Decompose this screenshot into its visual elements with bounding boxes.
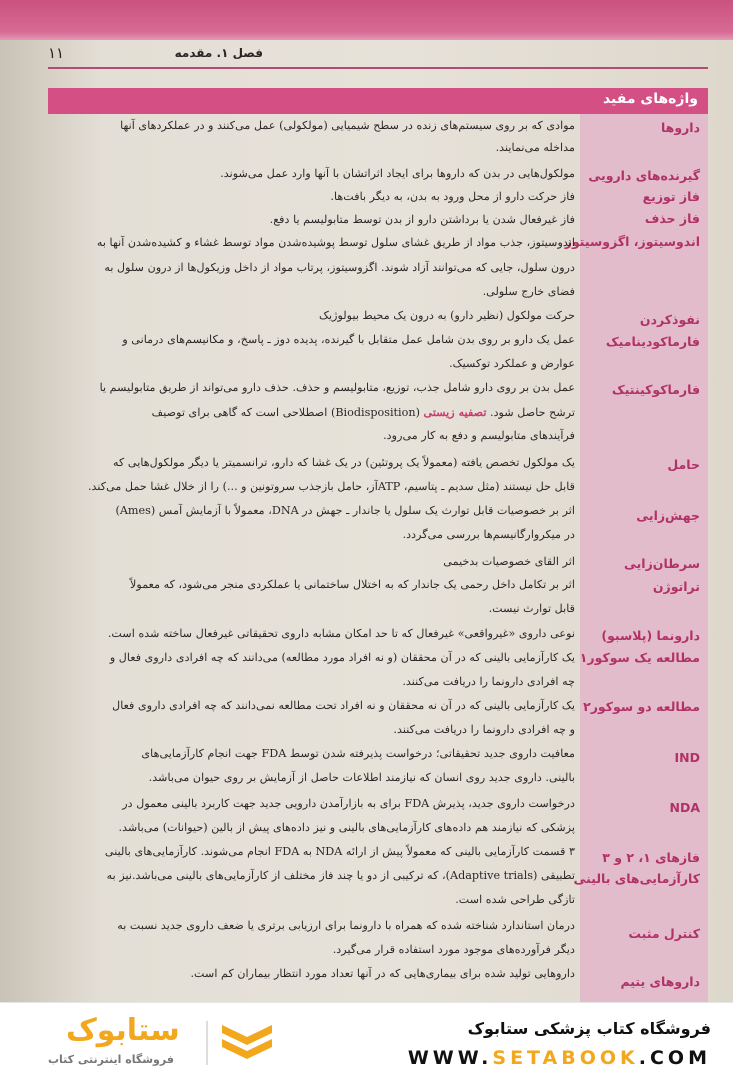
term-clinical-trials: کارآزمایی‌های بالینی: [573, 871, 700, 886]
definition-line: تازگی طراحی شده است.: [455, 893, 575, 906]
terms-column: [564, 114, 708, 1002]
definition-line: تطبیقی (Adaptive trials)، که ترکیبی از دو یا چند فاز مختلف از کارآزمایی‌های بالینی می‌باشد.نیز به: [106, 869, 575, 882]
definition-line: فرآیندهای متابولیسم و دفع به کار می‌رود.: [383, 429, 575, 442]
term-teratogenic: تراتوژن: [652, 579, 700, 594]
definition-line: پزشکی که نیازمند هم داده‌های کارآزمایی‌های بالینی و نیز داده‌های پیش از بالین (حیوانات) می‌باشد.: [118, 821, 575, 834]
highlighted-term: تصفیه زیستی: [423, 405, 487, 419]
book-chevron-icon: [218, 1019, 276, 1067]
term-distribution-phase: فاز توزیع: [642, 189, 700, 204]
term-positive-control: کنترل مثبت: [628, 926, 700, 941]
term-mutagenic: جهش‌زایی: [636, 508, 700, 523]
definition-line: درخواست داروی جدید، پذیرش FDA برای به بازارآمدن دارویی جدید جهت کاربرد بالینی معمول در: [122, 797, 575, 810]
definition-line: درمان استاندارد شناخته شده که همراه با دارونما برای ارزیابی برتری یا ضعف داروی جدید نسبت به: [117, 919, 575, 932]
header-rule: [48, 67, 708, 69]
store-logo[interactable]: [28, 1013, 288, 1073]
url-brand: SETABOOK: [492, 1047, 639, 1069]
definition-line: فضای خارج سلولی.: [482, 285, 575, 298]
definition-line: ۳ قسمت کارآزمایی بالینی که معمولاً پیش از ارائه NDA به FDA انجام می‌شوند. کارآزمایی‌های بالینی: [104, 845, 575, 858]
chapter-title: فصل ۱. مقدمه: [174, 46, 263, 60]
definition-line: در میکروارگانیسم‌ها بررسی می‌گردد.: [402, 528, 575, 541]
definition-line: مولکول‌هایی در بدن که داروها برای ایجاد اثراتشان با آنها وارد عمل می‌شوند.: [220, 167, 575, 180]
definition-line: درون سلول، جایی که می‌توانند آزاد شوند. اگزوسیتوز، پرتاب مواد از داخل وزیکول‌ها از درون سلول به: [104, 261, 575, 274]
url-suffix: .COM: [638, 1047, 711, 1069]
definition-line: قابل حل نیستند (مثل سدیم ـ پتاسیم، ATPآز، حامل بازجذب سروتونین و ...) را از خلال غشا حمل می‌کند.: [87, 480, 575, 493]
definition-line: فاز حرکت دارو از محل ورود به بدن، به دیگر بافت‌ها.: [330, 190, 575, 203]
term-endocytosis: اندوسیتوز، اگزوسیتوز: [564, 234, 700, 249]
term-single-blind: مطالعه یک سوکور۱: [579, 650, 700, 665]
definition-line: بالینی. داروی جدید روی انسان که نیازمند اطلاعات حاصل از آزمایش بر روی حیوان می‌باشد.: [148, 771, 575, 784]
term-elimination-phase: فاز حذف: [644, 211, 700, 226]
definition-line: عمل یک دارو بر روی بدن شامل عمل متقابل با گیرنده، پدیده دوز ـ پاسخ، و مکانیسم‌های درمانی و: [122, 333, 575, 346]
term-pharmacodynamics: فارماکودینامیک: [605, 334, 700, 349]
definition-line: اندوسیتوز، جذب مواد از طریق غشای سلول توسط پوشیده‌شدن مواد توسط غشاء و کشیده‌شدن آنها به: [96, 236, 575, 249]
store-url[interactable]: [408, 1047, 711, 1069]
definition-text: ترشح حاصل شود.: [490, 406, 575, 419]
definition-line: دیگر فرآورده‌های موجود مورد استفاده قرار می‌گیرد.: [332, 943, 575, 956]
definition-line: چه افرادی دارونما را دریافت می‌کنند.: [402, 675, 575, 688]
term-double-blind: مطالعه دو سوکور۲: [583, 699, 700, 714]
definition-line: حرکت مولکول (نظیر دارو) به درون یک محیط بیولوژیک: [318, 309, 575, 322]
section-title-bar: [48, 88, 708, 114]
definition-text: (Biodisposition) اصطلاحی است که گاهی برای توصیف: [151, 406, 420, 419]
term-permeation: نفوذکردن: [639, 312, 700, 327]
definition-line: اثر بر تکامل داخل رحمی یک جاندار که به اختلال ساختمانی یا عملکردی منجر می‌شود، که معمولاً: [130, 578, 575, 591]
definition-line: نوعی داروی «غیرواقعی» غیرفعال که تا حد امکان مشابه داروی تحقیقاتی غیرفعال ساخته شده است.: [107, 627, 575, 640]
definition-line: عوارض و عملکرد توکسیک.: [449, 357, 575, 370]
definition-line: یک کارآزمایی بالینی که در آن نه محققان و نه افراد تحت مطالعه نمی‌دانند که چه افرادی داروی فعال: [112, 699, 575, 712]
term-carrier: حامل: [667, 457, 700, 472]
definition-line: اثر القای خصوصیات بدخیمی: [443, 555, 575, 568]
page-header: [0, 42, 733, 66]
term-ind: IND: [674, 750, 700, 765]
definition-line: فاز غیرفعال شدن یا برداشتن دارو از بدن توسط متابولیسم یا دفع.: [269, 213, 575, 226]
definition-line: یک کارآزمایی بالینی که در آن محققان (و نه افراد مورد مطالعه) می‌دانند که چه افرادی داروی فعال و: [109, 651, 575, 664]
definition-line-highlight: [45, 404, 575, 421]
definitions-column: [45, 114, 575, 1002]
term-phases: فازهای ۱، ۲ و ۳: [602, 850, 700, 865]
section-title: واژه‌های مفید: [602, 91, 698, 107]
term-carcinogenic: سرطان‌زایی: [623, 556, 700, 571]
page-top-band: [0, 0, 733, 40]
store-footer: [0, 1002, 733, 1080]
term-receptors: گیرنده‌های دارویی: [588, 168, 700, 183]
definition-line: معافیت داروی جدید تحقیقاتی؛ درخواست پذیرفته شدن توسط FDA جهت انجام کارآزمایی‌های: [141, 747, 575, 760]
definition-line: یک مولکول تخصص یافته (معمولاً یک پروتئین) در یک غشا که دارو، ترانسمیتر یا دیگر مولکول‌هایی که: [113, 456, 575, 469]
definition-line: داروهایی تولید شده برای بیماری‌هایی که در آنها تعداد مورد انتظار بیماران کم است.: [190, 967, 575, 980]
term-placebo: دارونما (پلاسبو): [601, 628, 700, 643]
definition-line: موادی که بر روی سیستم‌های زنده در سطح شیمیایی (مولکولی) عمل می‌کنند و در عملکردهای آنها: [120, 119, 575, 132]
logo-subtitle: فروشگاه اینترنتی کتاب: [48, 1053, 174, 1066]
definition-line: عمل بدن بر روی دارو شامل جذب، توزیع، متابولیسم و حذف. حذف دارو می‌تواند از طریق متابولیسم یا: [99, 381, 575, 394]
logo-divider: [206, 1021, 208, 1065]
logo-text: ستابوک: [66, 1013, 180, 1048]
term-nda: NDA: [669, 800, 700, 815]
term-pharmacokinetics: فارماکوکینتیک: [611, 382, 700, 397]
term-drugs: داروها: [660, 120, 700, 135]
store-name: فروشگاه کتاب پزشکی ستابوک: [467, 1019, 711, 1038]
page-number: ۱۱: [48, 44, 65, 62]
definition-line: مداخله می‌نمایند.: [495, 141, 575, 154]
definition-line: قابل توارث نیست.: [488, 602, 575, 615]
definition-line: و چه افرادی دارونما را دریافت می‌کنند.: [393, 723, 575, 736]
url-prefix: WWW.: [407, 1047, 493, 1069]
term-orphan-drugs: داروهای یتیم: [620, 974, 700, 989]
definition-line: اثر بر خصوصیات قابل توارث یک سلول یا جاندار ـ جهش در DNA، معمولاً با آزمایش آمس (Ames): [115, 504, 575, 517]
